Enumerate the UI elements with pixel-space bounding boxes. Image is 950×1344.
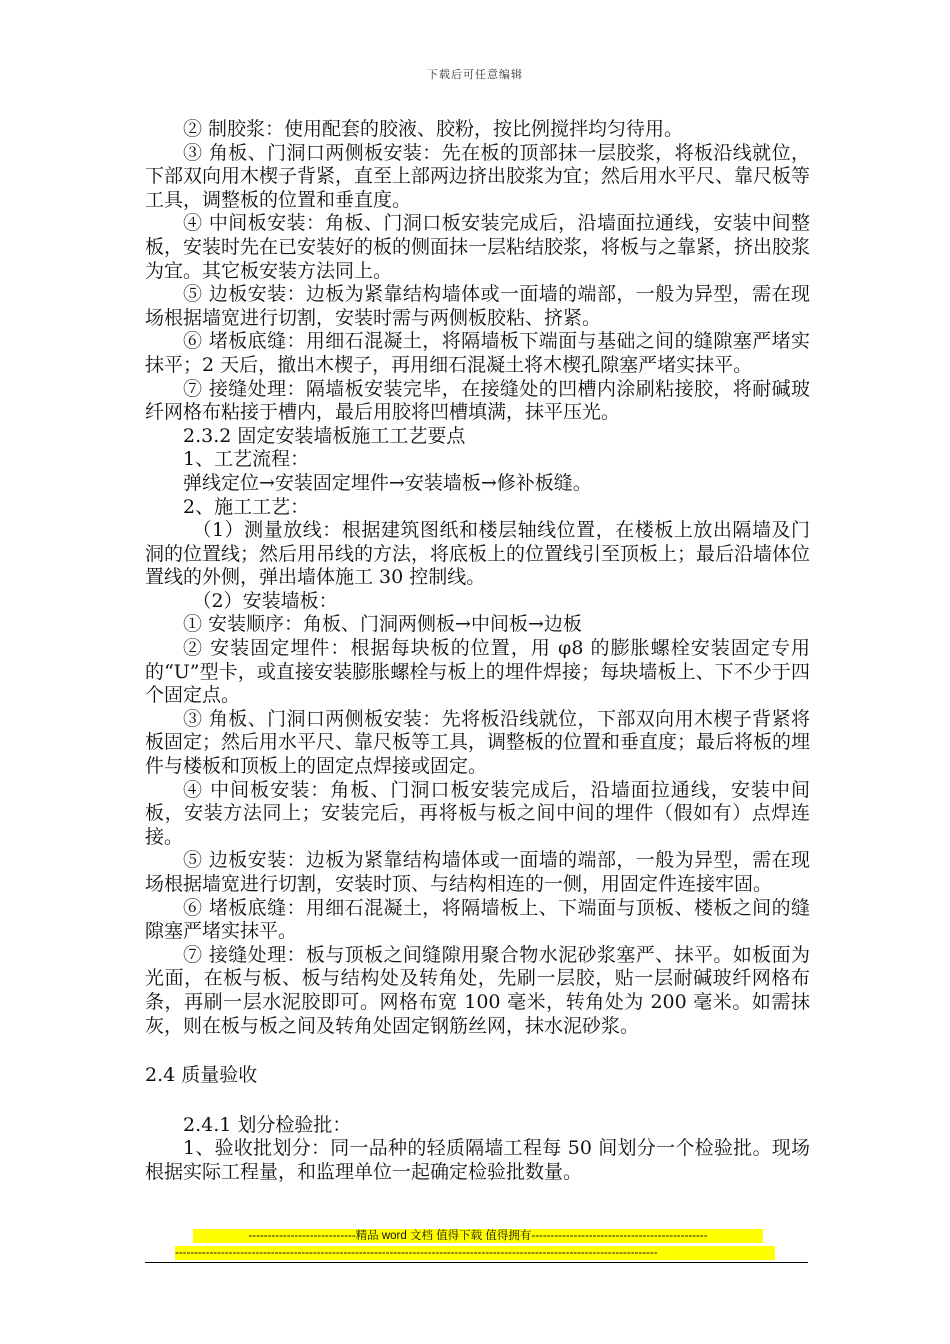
- paragraph: ⑥ 堵板底缝：用细石混凝土，将隔墙板上、下端面与顶板、楼板之间的缝隙塞严堵实抹平。: [145, 896, 810, 943]
- paragraph: ⑤ 边板安装：边板为紧靠结构墙体或一面墙的端部，一般为异型，需在现场根据墙宽进行切割，安装时顶、与结构相连的一侧，用固定件连接牢固。: [145, 849, 810, 895]
- paragraph: （2）安装墙板：: [192, 589, 338, 612]
- paragraph: 2.4 质量验收: [145, 1064, 258, 1087]
- paragraph: ⑦ 接缝处理：隔墙板安装完毕，在接缝处的凹槽内涂刷粘接胶，将耐碱玻纤网格布粘接于槽内，最后用胶将凹槽填满，抹平压光。: [145, 377, 810, 424]
- paragraph: 弹线定位→安装固定埋件→安装墙板→修补板缝。: [183, 471, 592, 494]
- paragraph: 2、施工工艺：: [183, 495, 310, 518]
- paragraph: ② 安装固定埋件：根据每块板的位置，用 φ8 的膨胀螺栓安装固定专用的“U”型卡，或直接安装膨胀螺栓与板上的埋件焊接；每块墙板上、下不少于四个固定点。: [145, 637, 810, 707]
- document-body: [145, 118, 810, 1185]
- footer-banner-line1: ----------------------------精品 word 文档 值得下载 值得拥有----------------------------------------------: [193, 1229, 763, 1243]
- paragraph: ③ 角板、门洞口两侧板安装：先在板的顶部抹一层胶浆，将板沿线就位，下部双向用木楔子背紧，直至上部两边挤出胶浆为宜；然后用水平尺、靠尺板等工具，调整板的位置和垂直度。: [145, 141, 811, 211]
- paragraph: 1、工艺流程：: [183, 448, 310, 471]
- paragraph: （1）测量放线：根据建筑图纸和楼层轴线位置，在楼板上放出隔墙及门洞的位置线；然后用吊线的方法，将底板上的位置线引至顶板上；最后沿墙体位置线的外侧，弹出墙体施工 30 控制线。: [145, 519, 811, 589]
- footer-banner-line2: ------------------------------------------------------------------------------------------------------------------------------: [175, 1246, 775, 1260]
- paragraph: ⑦ 接缝处理：板与顶板之间缝隙用聚合物水泥砂浆塞严、抹平。如板面为光面，在板与板、板与结构处及转角处，先刷一层胶，贴一层耐碱玻纤网格布条，再刷一层水泥胶即可。网格布宽 100 毫米，转角处为 200 毫米。如需抹灰，则在板与板之间及转角处固定钢筋丝网，抹水泥砂浆。: [145, 943, 810, 1037]
- footer-rule: [145, 1262, 808, 1263]
- paragraph: 2.3.2 固定安装墙板施工工艺要点: [183, 424, 466, 447]
- paragraph: ④ 中间板安装：角板、门洞口板安装完成后，沿墙面拉通线，安装中间板，安装方法同上；安装完后，再将板与板之间中间的埋件（假如有）点焊连接。: [145, 778, 810, 848]
- page-header: 下载后可任意编辑: [427, 68, 523, 81]
- paragraph: 2.4.1 划分检验批：: [183, 1113, 352, 1136]
- paragraph: ② 制胶浆：使用配套的胶液、胶粉，按比例搅拌均匀待用。: [183, 118, 684, 140]
- paragraph: ⑥ 堵板底缝：用细石混凝土，将隔墙板下端面与基础之间的缝隙塞严堵实抹平；2 天后，撤出木楔子，再用细石混凝土将木楔孔隙塞严堵实抹平。: [145, 330, 810, 376]
- paragraph: ① 安装顺序：角板、门洞两侧板→中间板→边板: [183, 613, 582, 636]
- paragraph: ④ 中间板安装：角板、门洞口板安装完成后，沿墙面拉通线，安装中间整板，安装时先在已安装好的板的侧面抹一层粘结胶浆，将板与之靠紧，挤出胶浆为宜。其它板安装方法同上。: [145, 212, 811, 282]
- paragraph: ⑤ 边板安装：边板为紧靠结构墙体或一面墙的端部，一般为异型，需在现场根据墙宽进行切割，安装时需与两侧板胶粘、挤紧。: [145, 283, 810, 329]
- paragraph: 1、验收批划分：同一品种的轻质隔墙工程每 50 间划分一个检验批。现场根据实际工程量，和监理单位一起确定检验批数量。: [145, 1137, 810, 1183]
- paragraph: ③ 角板、门洞口两侧板安装：先将板沿线就位，下部双向用木楔子背紧将板固定；然后用水平尺、靠尺板等工具，调整板的位置和垂直度；最后将板的埋件与楼板和顶板上的固定点焊接或固定。: [145, 707, 811, 778]
